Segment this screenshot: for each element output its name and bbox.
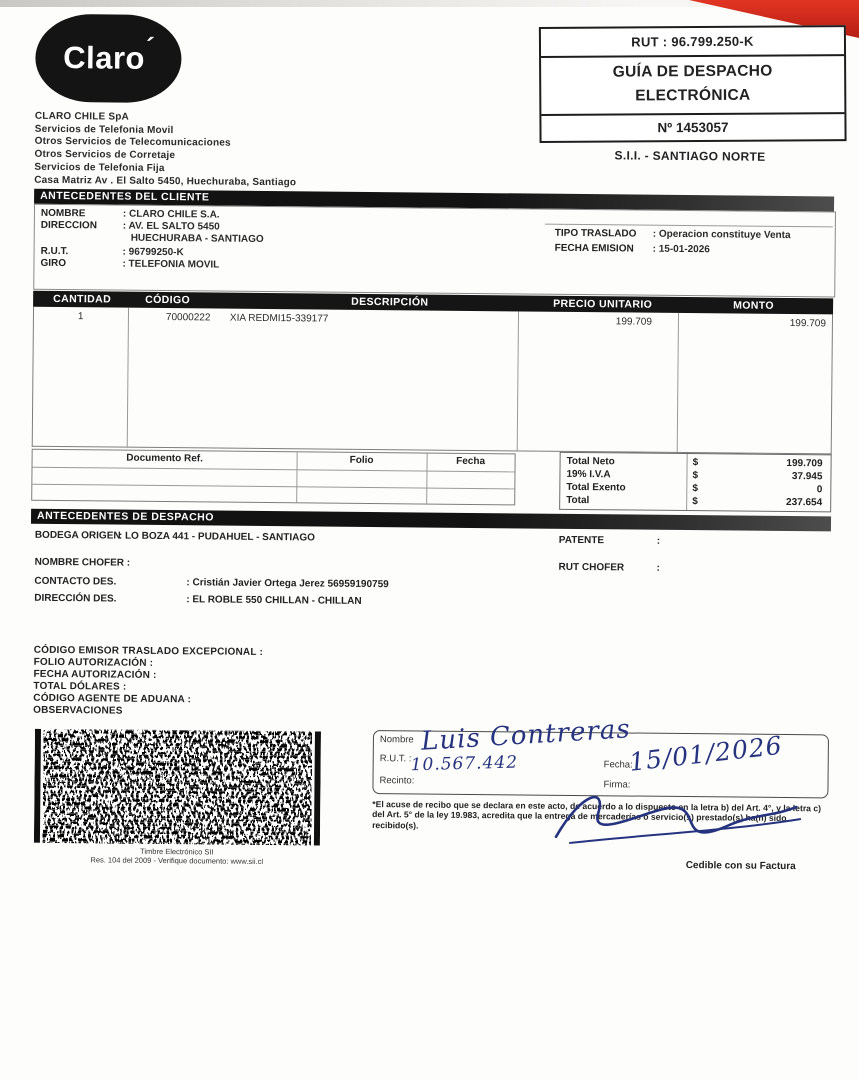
contacto-des-label: CONTACTO DES. [34,575,117,588]
timbre-verification-caption: Res. 104 del 2009 - Verifique documento: www.sii.cl [90,855,264,866]
direccion-des-label: DIRECCIÓN DES. [34,592,117,605]
client-address-value2: HUECHURABA - SANTIAGO [130,232,264,245]
column-divider [677,313,679,452]
nombre-chofer-label: NOMBRE CHOFER : [34,556,131,569]
column-divider [426,454,427,504]
total-value: 37.945 [791,471,823,483]
divider [545,224,833,228]
totals-box [559,452,832,513]
extra-field: TOTAL DÓLARES : [33,680,127,693]
item-codigo: 70000222 [165,312,211,324]
client-name-value: : CLARO CHILE S.A. [122,208,220,221]
client-name-label: NOMBRE [40,207,86,220]
acuse-fecha-label: Fecha: [603,759,633,771]
issuer-line: Otros Servicios de Corretaje [34,148,176,162]
document-type-line2: ELECTRÓNICA [635,86,751,105]
transfer-type-value: : Operacion constituye Venta [652,228,791,242]
transfer-type-label: TIPO TRASLADO [554,227,637,240]
currency-symbol: $ [692,483,698,495]
bodega-origen-label: BODEGA ORIGEN [34,529,121,542]
acuse-nombre-label: Nombre [379,734,414,746]
column-divider [517,311,519,450]
total-label: Total Neto [566,455,615,468]
document-number: Nº 1453057 [657,119,729,136]
document-type-line1: GUÍA DE DESPACHO [612,62,773,81]
acuse-recinto-label: Recinto: [379,775,415,787]
section-header-despacho: ANTECEDENTES DE DESPACHO [31,509,831,532]
total-value: 237.654 [786,496,823,509]
claro-logo-text: Claro [63,40,146,76]
currency-symbol: $ [692,496,698,508]
rut-chofer-value: : [656,562,660,574]
col-header-cantidad: CANTIDAD [53,292,112,306]
rut-chofer-label: RUT CHOFER [558,561,625,574]
handwritten-rut: 10.567.442 [410,752,519,776]
ref-header-folio: Folio [349,454,374,467]
col-header-monto: MONTO [733,299,775,312]
direccion-des-value: : EL ROBLE 550 CHILLAN - CHILLAN [186,594,362,607]
acuse-legal-text: *El acuse de recibo que se declara en este acto, de acuerdo a lo dispuesto en la letra b) del Art. 4°, y la letra c) del Art. 5° de la ley 19.983, acredita que la entrega de mercaderías o servicio(s) prestado(s) ha(n) sido recibido(s). [372,799,822,831]
total-label: Total [566,494,590,507]
handwritten-signature [548,783,809,860]
col-header-descripcion: DESCRIPCIÓN [351,295,429,309]
section-header-client: ANTECEDENTES DEL CLIENTE [34,189,834,212]
total-label: 19% I.V.A [566,468,611,481]
item-cantidad: 1 [77,311,84,323]
issuer-info-block [34,111,297,190]
claro-logo-accent-mark: ´ [145,31,155,62]
extra-field: CÓDIGO EMISOR TRASLADO EXCEPCIONAL : [33,644,264,658]
col-header-precio-unitario: PRECIO UNITARIO [553,297,653,311]
extra-field: FECHA AUTORIZACIÓN : [33,668,157,681]
issuer-line: Servicios de Telefonia Movil [34,123,174,136]
ref-header-fecha: Fecha [456,455,486,468]
currency-symbol: $ [692,457,699,469]
document-ref-box [31,449,515,506]
issuer-line: Casa Matriz Av . El Salto 5450, Huechuraba, Santiago [34,174,297,188]
claro-logo [35,14,182,103]
bodega-origen-value: : LO BOZA 441 - PUDAHUEL - SANTIAGO [118,530,316,544]
total-label: Total Exento [566,481,626,494]
item-monto: 199.709 [789,318,826,330]
client-rut-label: R.U.T. [40,245,69,258]
row-divider [32,484,514,490]
column-divider [296,452,297,502]
patente-label: PATENTE [558,534,605,547]
client-address-value: : AV. EL SALTO 5450 [122,220,220,233]
total-value: 0 [816,484,823,496]
currency-symbol: $ [692,470,699,482]
sii-stamp-box [539,25,847,143]
client-rut-value: : 96799250-K [122,246,184,259]
items-table-body [32,307,833,455]
client-address-label: DIRECCION [40,219,98,232]
col-header-codigo: CÓDIGO [145,293,191,307]
issuer-rut: RUT : 96.799.250-K [541,27,844,58]
sii-office-label: S.I.I. - SANTIAGO NORTE [614,148,766,164]
document-type-title [541,56,844,116]
acuse-firma-label: Firma: [603,779,631,791]
acuse-rut-label: R.U.T. : [379,753,412,765]
handwritten-name: Luis Contreras [420,714,632,757]
contacto-des-value: : Cristián Javier Ortega Jerez 56959190759 [186,577,389,591]
total-row-total [560,495,830,511]
ref-header-documento: Documento Ref. [126,452,203,465]
extra-field: CÓDIGO AGENTE DE ADUANA : [33,692,192,705]
handwritten-date: 15/01/2026 [627,730,785,777]
issuer-line: CLARO CHILE SpA [34,110,130,123]
row-divider [33,467,515,473]
extra-fields-block [33,645,263,719]
patente-value: : [656,535,661,547]
item-precio-unitario: 199.709 [615,316,652,328]
item-descripcion: XIA REDMI15-339177 [229,312,329,325]
issuer-line: Servicios de Telefonia Fija [34,161,165,174]
extra-field: FOLIO AUTORIZACIÓN : [33,656,154,669]
total-value: 199.709 [786,457,823,470]
cedible-label: Cedible con su Factura [685,860,796,873]
extra-field: OBSERVACIONES [33,704,123,717]
issuer-line: Otros Servicios de Telecomunicaciones [34,136,231,150]
issue-date-label: FECHA EMISION [554,242,634,255]
sii-timbre-barcode [34,729,321,846]
client-giro-value: : TELEFONIA MOVIL [122,258,220,271]
timbre-caption: Timbre Electrónico SII [140,846,214,857]
client-giro-label: GIRO [40,257,67,270]
client-info-box [33,204,836,298]
column-divider [127,308,129,447]
issue-date-value: : 15-01-2026 [652,243,710,256]
